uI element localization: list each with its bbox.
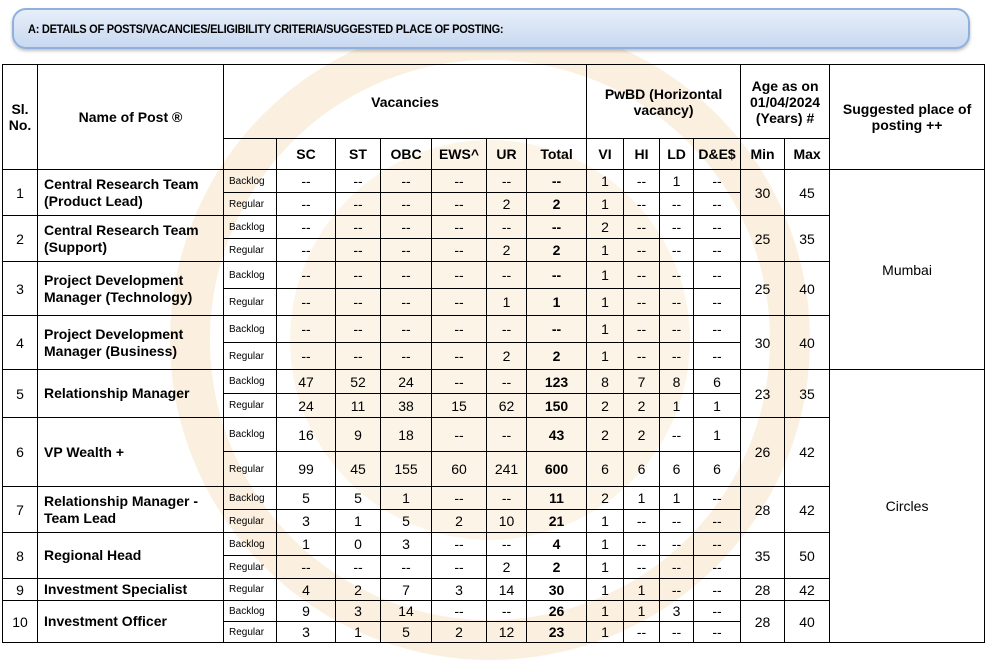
value-cell: -- — [336, 239, 381, 262]
value-cell: 3 — [660, 601, 694, 622]
post-name-cell: VP Wealth + — [38, 418, 224, 487]
total-cell: 2 — [527, 193, 587, 216]
row-type-cell: Backlog — [224, 533, 277, 556]
value-cell: 18 — [381, 418, 432, 452]
row-type-cell: Regular — [224, 394, 277, 418]
value-cell: 14 — [381, 601, 432, 622]
sl-no-cell: 10 — [3, 601, 38, 643]
value-cell: -- — [487, 316, 527, 343]
age-min-cell: 25 — [741, 262, 785, 316]
value-cell: -- — [381, 289, 432, 316]
type-subheader — [224, 139, 277, 170]
value-cell: -- — [277, 316, 336, 343]
value-cell: -- — [432, 556, 487, 579]
value-cell: 2 — [432, 510, 487, 533]
value-cell: -- — [660, 216, 694, 239]
total-cell: -- — [527, 170, 587, 193]
value-cell: -- — [432, 316, 487, 343]
value-cell: -- — [694, 601, 741, 622]
row-type-cell: Regular — [224, 289, 277, 316]
value-cell: -- — [336, 343, 381, 370]
value-cell: -- — [277, 262, 336, 289]
value-cell: -- — [487, 487, 527, 510]
value-cell: -- — [694, 579, 741, 601]
age-header: Age as on 01/04/2024 (Years) # — [741, 65, 830, 139]
value-cell: 3 — [381, 533, 432, 556]
value-cell: 0 — [336, 533, 381, 556]
value-cell: 1 — [587, 622, 624, 643]
value-cell: 1 — [336, 622, 381, 643]
post-name-cell: Investment Officer — [38, 601, 224, 643]
value-cell: -- — [381, 316, 432, 343]
value-cell: 2 — [336, 579, 381, 601]
value-cell: 3 — [277, 622, 336, 643]
value-cell: -- — [660, 193, 694, 216]
value-cell: -- — [694, 193, 741, 216]
value-cell: -- — [660, 262, 694, 289]
value-cell: -- — [432, 193, 487, 216]
total-cell: 23 — [527, 622, 587, 643]
value-cell: 1 — [587, 193, 624, 216]
value-cell: 38 — [381, 394, 432, 418]
value-cell: 16 — [277, 418, 336, 452]
value-cell: 2 — [432, 622, 487, 643]
col-header: D&E$ — [694, 139, 741, 170]
value-cell: 9 — [277, 601, 336, 622]
age-max-cell: 42 — [785, 579, 830, 601]
col-header: VI — [587, 139, 624, 170]
row-type-cell: Regular — [224, 193, 277, 216]
value-cell: -- — [487, 170, 527, 193]
value-cell: -- — [381, 262, 432, 289]
age-max-cell: 40 — [785, 316, 830, 370]
value-cell: 1 — [587, 289, 624, 316]
section-title: A: DETAILS OF POSTS/VACANCIES/ELIGIBILITY CRITERIA/SUGGESTED PLACE OF POSTING: — [28, 21, 504, 36]
value-cell: -- — [381, 556, 432, 579]
age-min-cell: 28 — [741, 579, 785, 601]
value-cell: -- — [624, 239, 660, 262]
value-cell: -- — [336, 170, 381, 193]
age-min-cell: 30 — [741, 170, 785, 216]
value-cell: -- — [660, 239, 694, 262]
row-type-cell: Backlog — [224, 370, 277, 394]
value-cell: 8 — [587, 370, 624, 394]
value-cell: -- — [624, 510, 660, 533]
col-header: EWS^ — [432, 139, 487, 170]
total-cell: 1 — [527, 289, 587, 316]
value-cell: -- — [694, 510, 741, 533]
place-mumbai-cell: Mumbai — [830, 170, 985, 370]
total-cell: 21 — [527, 510, 587, 533]
value-cell: -- — [694, 239, 741, 262]
sl-no-cell: 1 — [3, 170, 38, 216]
col-header: Min — [741, 139, 785, 170]
age-min-cell: 30 — [741, 316, 785, 370]
age-max-cell: 45 — [785, 170, 830, 216]
value-cell: -- — [432, 289, 487, 316]
value-cell: -- — [432, 170, 487, 193]
value-cell: 5 — [381, 510, 432, 533]
value-cell: -- — [336, 216, 381, 239]
value-cell: 1 — [587, 533, 624, 556]
value-cell: 2 — [487, 343, 527, 370]
value-cell: -- — [660, 418, 694, 452]
value-cell: -- — [487, 533, 527, 556]
age-max-cell: 35 — [785, 216, 830, 262]
value-cell: 99 — [277, 452, 336, 487]
value-cell: 1 — [587, 343, 624, 370]
col-header: OBC — [381, 139, 432, 170]
value-cell: 60 — [432, 452, 487, 487]
value-cell: -- — [336, 556, 381, 579]
value-cell: 1 — [624, 601, 660, 622]
value-cell: 2 — [487, 556, 527, 579]
value-cell: -- — [432, 239, 487, 262]
total-cell: 2 — [527, 343, 587, 370]
value-cell: 45 — [336, 452, 381, 487]
value-cell: -- — [381, 239, 432, 262]
row-type-cell: Regular — [224, 510, 277, 533]
row-type-cell: Backlog — [224, 216, 277, 239]
col-header: LD — [660, 139, 694, 170]
value-cell: -- — [660, 556, 694, 579]
place-circles-cell: Circles — [830, 370, 985, 643]
sl-no-cell: 3 — [3, 262, 38, 316]
value-cell: 5 — [381, 622, 432, 643]
age-min-cell: 28 — [741, 487, 785, 533]
value-cell: -- — [432, 418, 487, 452]
value-cell: -- — [694, 170, 741, 193]
value-cell: 2 — [487, 239, 527, 262]
value-cell: -- — [694, 487, 741, 510]
post-name-cell: Project Development Manager (Business) — [38, 316, 224, 370]
pwbd-header: PwBD (Horizontal vacancy) — [587, 65, 741, 139]
post-name-cell: Project Development Manager (Technology) — [38, 262, 224, 316]
value-cell: -- — [624, 170, 660, 193]
value-cell: 2 — [624, 418, 660, 452]
value-cell: 5 — [277, 487, 336, 510]
value-cell: -- — [432, 533, 487, 556]
place-header: Suggested place of posting ++ — [830, 65, 985, 170]
table-row — [3, 170, 985, 193]
sl-no-cell: 9 — [3, 579, 38, 601]
value-cell: 2 — [624, 394, 660, 418]
total-cell: 4 — [527, 533, 587, 556]
value-cell: 1 — [487, 289, 527, 316]
value-cell: 2 — [587, 394, 624, 418]
value-cell: 24 — [277, 394, 336, 418]
value-cell: -- — [624, 289, 660, 316]
value-cell: 1 — [660, 487, 694, 510]
value-cell: 2 — [587, 487, 624, 510]
value-cell: -- — [624, 533, 660, 556]
age-max-cell: 50 — [785, 533, 830, 579]
value-cell: -- — [336, 262, 381, 289]
total-cell: -- — [527, 316, 587, 343]
value-cell: -- — [487, 262, 527, 289]
value-cell: 6 — [694, 452, 741, 487]
value-cell: -- — [336, 289, 381, 316]
total-cell: 600 — [527, 452, 587, 487]
value-cell: -- — [624, 316, 660, 343]
value-cell: -- — [624, 556, 660, 579]
age-max-cell: 42 — [785, 418, 830, 487]
value-cell: 1 — [381, 487, 432, 510]
value-cell: -- — [624, 622, 660, 643]
total-cell: 11 — [527, 487, 587, 510]
value-cell: -- — [660, 579, 694, 601]
value-cell: -- — [432, 487, 487, 510]
row-type-cell: Regular — [224, 622, 277, 643]
value-cell: -- — [432, 216, 487, 239]
value-cell: 1 — [587, 556, 624, 579]
value-cell: -- — [487, 418, 527, 452]
value-cell: -- — [277, 216, 336, 239]
col-header: Total — [527, 139, 587, 170]
value-cell: 1 — [277, 533, 336, 556]
value-cell: -- — [624, 216, 660, 239]
value-cell: 1 — [694, 394, 741, 418]
col-header: Max — [785, 139, 830, 170]
value-cell: 24 — [381, 370, 432, 394]
value-cell: -- — [432, 370, 487, 394]
value-cell: -- — [487, 216, 527, 239]
col-header: SC — [277, 139, 336, 170]
vacancy-table — [2, 64, 985, 643]
sl-no-cell: 2 — [3, 216, 38, 262]
value-cell: -- — [624, 193, 660, 216]
value-cell: 3 — [277, 510, 336, 533]
value-cell: -- — [694, 262, 741, 289]
total-cell: 2 — [527, 556, 587, 579]
total-cell: 30 — [527, 579, 587, 601]
row-type-cell: Regular — [224, 343, 277, 370]
table-row — [3, 370, 985, 394]
value-cell: -- — [381, 216, 432, 239]
value-cell: -- — [694, 289, 741, 316]
sl-no-cell: 8 — [3, 533, 38, 579]
col-header: UR — [487, 139, 527, 170]
value-cell: -- — [694, 216, 741, 239]
value-cell: 9 — [336, 418, 381, 452]
value-cell: -- — [694, 622, 741, 643]
post-name-cell: Central Research Team (Product Lead) — [38, 170, 224, 216]
value-cell: 1 — [694, 418, 741, 452]
row-type-cell: Backlog — [224, 170, 277, 193]
value-cell: 2 — [587, 418, 624, 452]
value-cell: 12 — [487, 622, 527, 643]
value-cell: 3 — [432, 579, 487, 601]
value-cell: -- — [694, 316, 741, 343]
value-cell: 1 — [587, 510, 624, 533]
value-cell: 1 — [587, 579, 624, 601]
sl-no-cell: 5 — [3, 370, 38, 418]
value-cell: -- — [381, 343, 432, 370]
total-cell: -- — [527, 216, 587, 239]
row-type-cell: Regular — [224, 579, 277, 601]
value-cell: 1 — [587, 316, 624, 343]
value-cell: 8 — [660, 370, 694, 394]
value-cell: -- — [277, 193, 336, 216]
value-cell: -- — [381, 193, 432, 216]
vacancies-header: Vacancies — [224, 65, 587, 139]
value-cell: 6 — [660, 452, 694, 487]
value-cell: 11 — [336, 394, 381, 418]
value-cell: 1 — [624, 579, 660, 601]
value-cell: -- — [624, 262, 660, 289]
sl-no-header: Sl. No. — [3, 65, 38, 170]
value-cell: 7 — [381, 579, 432, 601]
value-cell: -- — [660, 316, 694, 343]
value-cell: -- — [432, 262, 487, 289]
age-max-cell: 40 — [785, 262, 830, 316]
age-min-cell: 23 — [741, 370, 785, 418]
age-min-cell: 25 — [741, 216, 785, 262]
value-cell: -- — [277, 343, 336, 370]
value-cell: 5 — [336, 487, 381, 510]
value-cell: 1 — [624, 487, 660, 510]
value-cell: -- — [432, 343, 487, 370]
col-header: HI — [624, 139, 660, 170]
col-header: ST — [336, 139, 381, 170]
row-type-cell: Backlog — [224, 418, 277, 452]
total-cell: 150 — [527, 394, 587, 418]
value-cell: 1 — [587, 601, 624, 622]
age-max-cell: 35 — [785, 370, 830, 418]
value-cell: 7 — [624, 370, 660, 394]
value-cell: 1 — [660, 170, 694, 193]
value-cell: -- — [660, 289, 694, 316]
value-cell: -- — [336, 193, 381, 216]
row-type-cell: Backlog — [224, 262, 277, 289]
value-cell: -- — [660, 510, 694, 533]
value-cell: 14 — [487, 579, 527, 601]
value-cell: -- — [277, 556, 336, 579]
value-cell: 241 — [487, 452, 527, 487]
row-type-cell: Regular — [224, 452, 277, 487]
value-cell: -- — [660, 533, 694, 556]
total-cell: 123 — [527, 370, 587, 394]
value-cell: 2 — [587, 216, 624, 239]
value-cell: 155 — [381, 452, 432, 487]
value-cell: 52 — [336, 370, 381, 394]
age-max-cell: 40 — [785, 601, 830, 643]
section-banner — [12, 8, 970, 49]
value-cell: 15 — [432, 394, 487, 418]
sl-no-cell: 7 — [3, 487, 38, 533]
value-cell: 4 — [277, 579, 336, 601]
value-cell: -- — [487, 370, 527, 394]
age-min-cell: 26 — [741, 418, 785, 487]
row-type-cell: Backlog — [224, 316, 277, 343]
age-max-cell: 42 — [785, 487, 830, 533]
value-cell: 6 — [694, 370, 741, 394]
value-cell: 1 — [587, 262, 624, 289]
post-name-cell: Central Research Team (Support) — [38, 216, 224, 262]
post-name-cell: Regional Head — [38, 533, 224, 579]
value-cell: 62 — [487, 394, 527, 418]
value-cell: 3 — [336, 601, 381, 622]
value-cell: 6 — [624, 452, 660, 487]
post-name-cell: Investment Specialist — [38, 579, 224, 601]
value-cell: -- — [624, 343, 660, 370]
total-cell: 2 — [527, 239, 587, 262]
sl-no-cell: 4 — [3, 316, 38, 370]
value-cell: 1 — [587, 239, 624, 262]
row-type-cell: Regular — [224, 556, 277, 579]
value-cell: -- — [336, 316, 381, 343]
value-cell: -- — [487, 601, 527, 622]
total-cell: -- — [527, 262, 587, 289]
row-type-cell: Backlog — [224, 601, 277, 622]
value-cell: 10 — [487, 510, 527, 533]
row-type-cell: Regular — [224, 239, 277, 262]
value-cell: -- — [432, 601, 487, 622]
post-name-cell: Relationship Manager - Team Lead — [38, 487, 224, 533]
value-cell: -- — [660, 343, 694, 370]
total-cell: 26 — [527, 601, 587, 622]
value-cell: -- — [381, 170, 432, 193]
value-cell: 1 — [587, 170, 624, 193]
value-cell: -- — [277, 170, 336, 193]
post-name-cell: Relationship Manager — [38, 370, 224, 418]
value-cell: -- — [694, 556, 741, 579]
total-cell: 43 — [527, 418, 587, 452]
value-cell: 1 — [660, 394, 694, 418]
age-min-cell: 35 — [741, 533, 785, 579]
age-min-cell: 28 — [741, 601, 785, 643]
sl-no-cell: 6 — [3, 418, 38, 487]
name-header: Name of Post ® — [38, 65, 224, 170]
value-cell: -- — [277, 289, 336, 316]
row-type-cell: Backlog — [224, 487, 277, 510]
value-cell: -- — [694, 343, 741, 370]
value-cell: 47 — [277, 370, 336, 394]
value-cell: -- — [277, 239, 336, 262]
value-cell: 1 — [336, 510, 381, 533]
value-cell: -- — [694, 533, 741, 556]
value-cell: 6 — [587, 452, 624, 487]
value-cell: 2 — [487, 193, 527, 216]
value-cell: -- — [660, 622, 694, 643]
